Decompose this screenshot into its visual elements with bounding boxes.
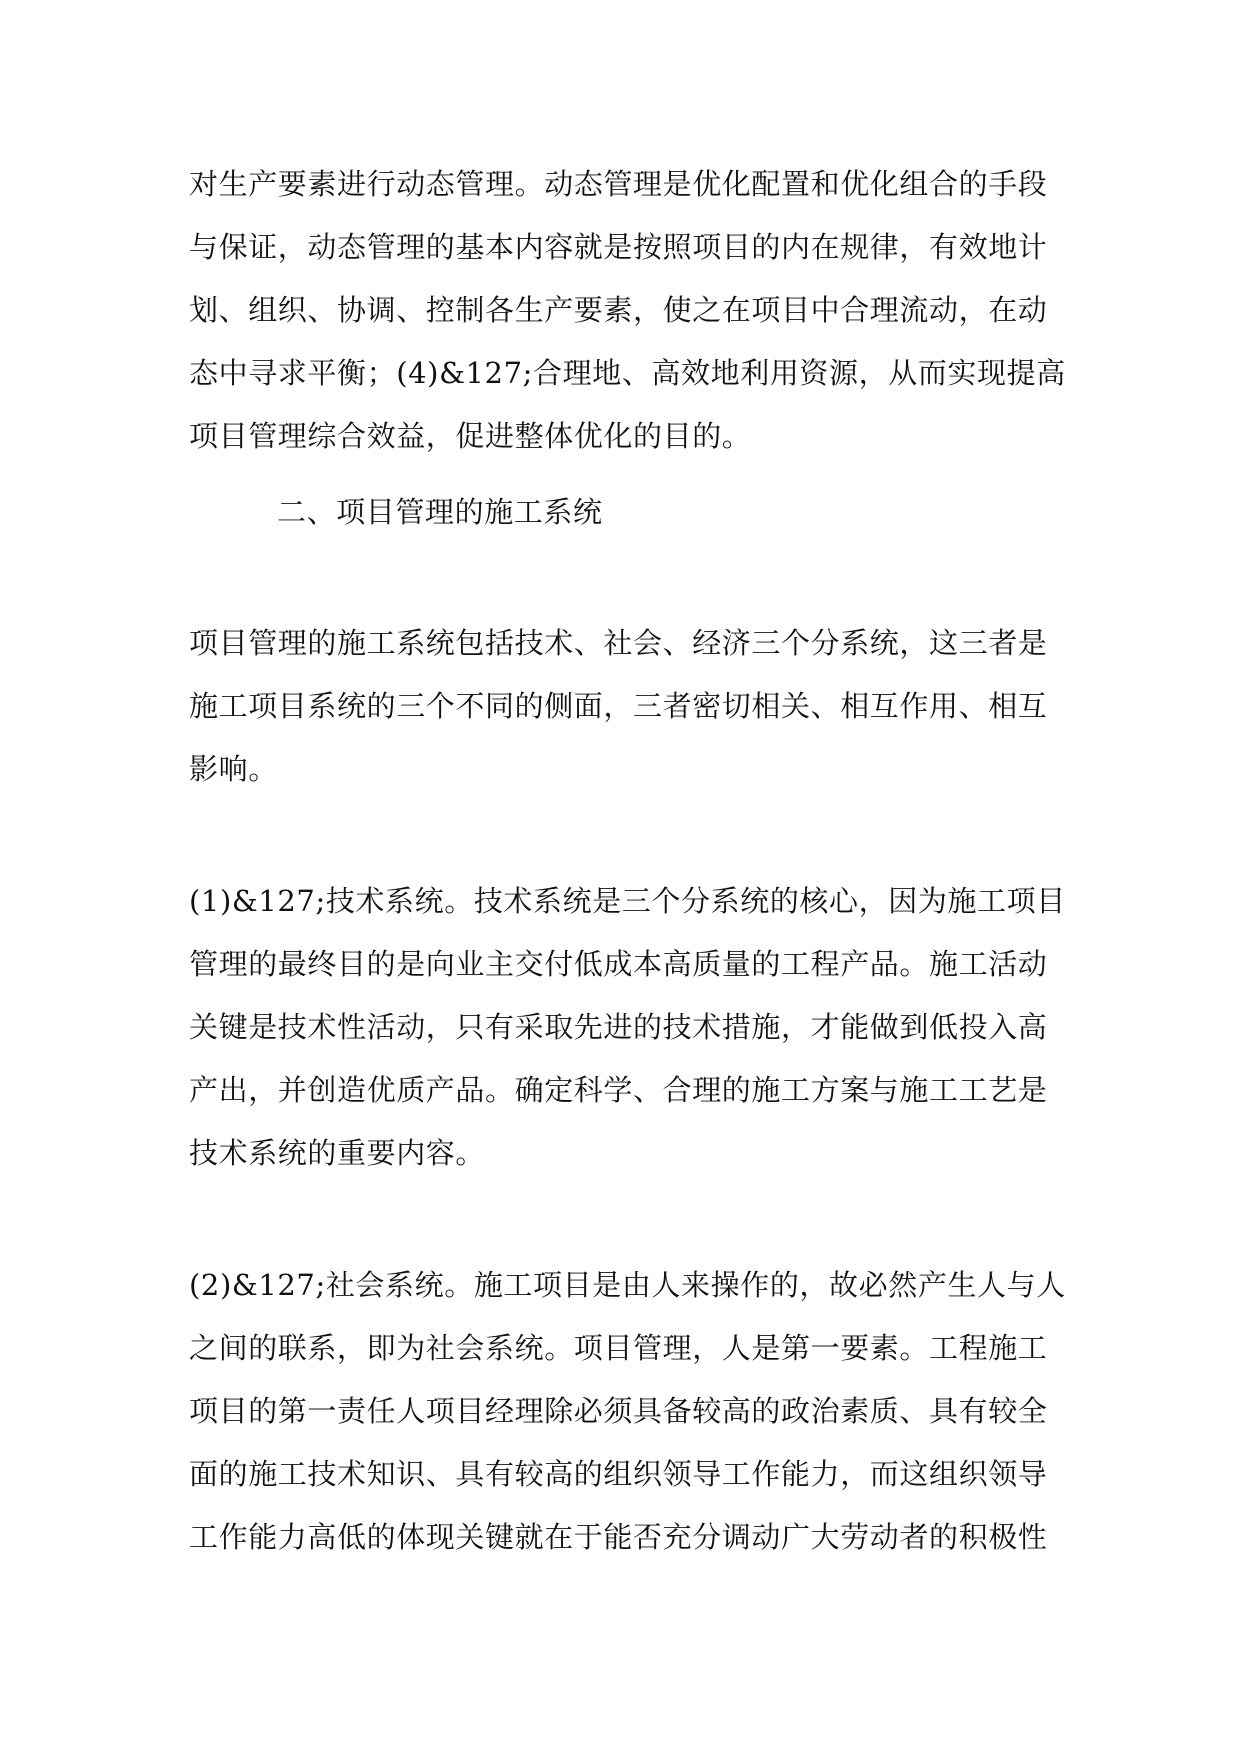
text-line: 管理的最终目的是向业主交付低成本高质量的工程产品。施工活动 [189,947,1048,981]
text-line: 项目的第一责任人项目经理除必须具备较高的政治素质、具有较全 [189,1394,1048,1428]
text-line: 施工项目系统的三个不同的侧面，三者密切相关、相互作用、相互 [189,689,1048,723]
text-line: 项目管理综合效益，促进整体优化的目的。 [189,419,752,453]
text-line: 划、组织、协调、控制各生产要素，使之在项目中合理流动，在动 [189,293,1048,327]
text-line: 工作能力高低的体现关键就在于能否充分调动广大劳动者的积极性 [189,1520,1048,1554]
text-line: 态中寻求平衡；(4)&127;合理地、高效地利用资源，从而实现提高 [189,356,1066,390]
text-line: 与保证，动态管理的基本内容就是按照项目的内在规律，有效地计 [189,230,1048,264]
text-line: 面的施工技术知识、具有较高的组织领导工作能力，而这组织领导 [189,1457,1048,1491]
text-line: 影响。 [189,752,278,786]
text-line: (2)&127;社会系统。施工项目是由人来操作的，故必然产生人与人 [189,1268,1066,1302]
text-line: 关键是技术性活动，只有采取先进的技术措施，才能做到低投入高 [189,1010,1048,1044]
text-line: 之间的联系，即为社会系统。项目管理，人是第一要素。工程施工 [189,1331,1048,1365]
text-line: (1)&127;技术系统。技术系统是三个分系统的核心，因为施工项目 [189,884,1066,918]
text-line: 产出，并创造优质产品。确定科学、合理的施工方案与施工工艺是 [189,1073,1048,1107]
text-line: 对生产要素进行动态管理。动态管理是优化配置和优化组合的手段 [189,167,1048,201]
text-line: 项目管理的施工系统包括技术、社会、经济三个分系统，这三者是 [189,626,1048,660]
text-line: 技术系统的重要内容。 [189,1136,486,1170]
section-heading: 二、项目管理的施工系统 [277,495,603,529]
